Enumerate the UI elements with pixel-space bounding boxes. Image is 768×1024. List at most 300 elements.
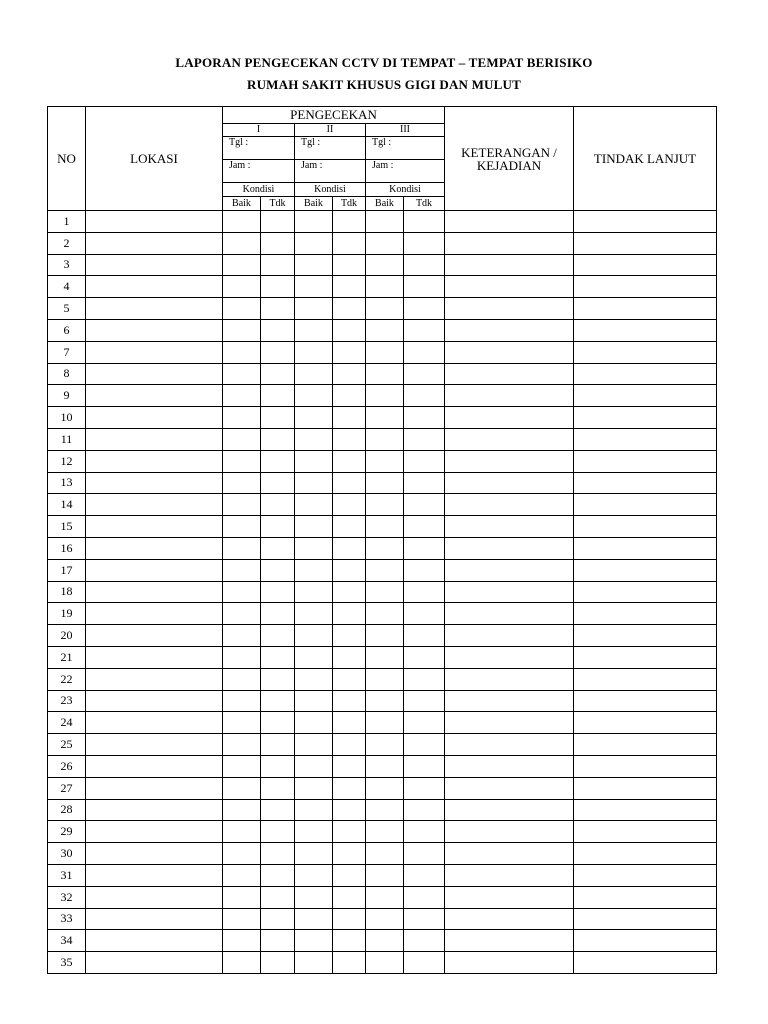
check-3-baik-cell[interactable] bbox=[366, 537, 404, 559]
check-3-baik-cell[interactable] bbox=[366, 407, 404, 429]
check-1-baik-cell[interactable] bbox=[223, 668, 261, 690]
check-2-tdk-cell[interactable] bbox=[333, 734, 366, 756]
check-2-tdk-cell[interactable] bbox=[333, 930, 366, 952]
check-3-baik-cell[interactable] bbox=[366, 363, 404, 385]
check-2-tdk-cell[interactable] bbox=[333, 211, 366, 233]
check-3-baik-cell[interactable] bbox=[366, 276, 404, 298]
keterangan-cell[interactable] bbox=[445, 908, 574, 930]
check-3-baik-cell[interactable] bbox=[366, 232, 404, 254]
check-3-baik-cell[interactable] bbox=[366, 298, 404, 320]
lokasi-cell[interactable] bbox=[86, 232, 223, 254]
check-1-baik-cell[interactable] bbox=[223, 734, 261, 756]
lokasi-cell[interactable] bbox=[86, 428, 223, 450]
keterangan-cell[interactable] bbox=[445, 254, 574, 276]
keterangan-cell[interactable] bbox=[445, 559, 574, 581]
check-2-tdk-cell[interactable] bbox=[333, 298, 366, 320]
check-1-tdk-cell[interactable] bbox=[261, 385, 295, 407]
check-1-baik-cell[interactable] bbox=[223, 930, 261, 952]
check-3-baik-cell[interactable] bbox=[366, 864, 404, 886]
check-3-baik-cell[interactable] bbox=[366, 211, 404, 233]
keterangan-cell[interactable] bbox=[445, 341, 574, 363]
keterangan-cell[interactable] bbox=[445, 232, 574, 254]
tindak-lanjut-cell[interactable] bbox=[574, 799, 717, 821]
check-1-tdk-cell[interactable] bbox=[261, 603, 295, 625]
check-2-baik-cell[interactable] bbox=[295, 886, 333, 908]
tindak-lanjut-cell[interactable] bbox=[574, 385, 717, 407]
check-2-baik-cell[interactable] bbox=[295, 407, 333, 429]
keterangan-cell[interactable] bbox=[445, 690, 574, 712]
check-2-baik-cell[interactable] bbox=[295, 276, 333, 298]
tindak-lanjut-cell[interactable] bbox=[574, 298, 717, 320]
lokasi-cell[interactable] bbox=[86, 363, 223, 385]
check-2-baik-cell[interactable] bbox=[295, 930, 333, 952]
tindak-lanjut-cell[interactable] bbox=[574, 363, 717, 385]
tindak-lanjut-cell[interactable] bbox=[574, 625, 717, 647]
keterangan-cell[interactable] bbox=[445, 385, 574, 407]
check-2-tdk-cell[interactable] bbox=[333, 450, 366, 472]
keterangan-cell[interactable] bbox=[445, 428, 574, 450]
check-3-baik-cell[interactable] bbox=[366, 646, 404, 668]
keterangan-cell[interactable] bbox=[445, 646, 574, 668]
check-2-tdk-cell[interactable] bbox=[333, 472, 366, 494]
check-1-jam-field[interactable]: Jam : bbox=[223, 160, 295, 183]
check-1-tdk-cell[interactable] bbox=[261, 843, 295, 865]
check-2-baik-cell[interactable] bbox=[295, 668, 333, 690]
check-1-tdk-cell[interactable] bbox=[261, 734, 295, 756]
check-3-baik-cell[interactable] bbox=[366, 319, 404, 341]
check-2-baik-cell[interactable] bbox=[295, 516, 333, 538]
check-2-baik-cell[interactable] bbox=[295, 646, 333, 668]
check-3-tdk-cell[interactable] bbox=[404, 232, 445, 254]
check-2-tdk-cell[interactable] bbox=[333, 516, 366, 538]
check-3-baik-cell[interactable] bbox=[366, 843, 404, 865]
check-2-baik-cell[interactable] bbox=[295, 712, 333, 734]
check-1-baik-cell[interactable] bbox=[223, 777, 261, 799]
tindak-lanjut-cell[interactable] bbox=[574, 407, 717, 429]
check-1-baik-cell[interactable] bbox=[223, 298, 261, 320]
keterangan-cell[interactable] bbox=[445, 625, 574, 647]
check-3-baik-cell[interactable] bbox=[366, 690, 404, 712]
check-2-jam-field[interactable]: Jam : bbox=[295, 160, 366, 183]
check-3-tdk-cell[interactable] bbox=[404, 581, 445, 603]
check-1-baik-cell[interactable] bbox=[223, 516, 261, 538]
lokasi-cell[interactable] bbox=[86, 559, 223, 581]
check-3-baik-cell[interactable] bbox=[366, 581, 404, 603]
lokasi-cell[interactable] bbox=[86, 690, 223, 712]
check-1-tdk-cell[interactable] bbox=[261, 690, 295, 712]
lokasi-cell[interactable] bbox=[86, 668, 223, 690]
check-2-tdk-cell[interactable] bbox=[333, 625, 366, 647]
check-3-tgl-field[interactable]: Tgl : bbox=[366, 137, 445, 160]
check-1-baik-cell[interactable] bbox=[223, 319, 261, 341]
check-3-tdk-cell[interactable] bbox=[404, 777, 445, 799]
check-1-tdk-cell[interactable] bbox=[261, 581, 295, 603]
check-1-tdk-cell[interactable] bbox=[261, 864, 295, 886]
keterangan-cell[interactable] bbox=[445, 407, 574, 429]
check-3-tdk-cell[interactable] bbox=[404, 668, 445, 690]
lokasi-cell[interactable] bbox=[86, 319, 223, 341]
check-1-tdk-cell[interactable] bbox=[261, 319, 295, 341]
tindak-lanjut-cell[interactable] bbox=[574, 646, 717, 668]
check-2-tdk-cell[interactable] bbox=[333, 799, 366, 821]
tindak-lanjut-cell[interactable] bbox=[574, 319, 717, 341]
check-3-baik-cell[interactable] bbox=[366, 799, 404, 821]
check-2-tdk-cell[interactable] bbox=[333, 407, 366, 429]
check-2-baik-cell[interactable] bbox=[295, 864, 333, 886]
check-3-tdk-cell[interactable] bbox=[404, 254, 445, 276]
check-3-tdk-cell[interactable] bbox=[404, 712, 445, 734]
check-1-tdk-cell[interactable] bbox=[261, 886, 295, 908]
check-3-baik-cell[interactable] bbox=[366, 428, 404, 450]
keterangan-cell[interactable] bbox=[445, 516, 574, 538]
check-1-baik-cell[interactable] bbox=[223, 646, 261, 668]
keterangan-cell[interactable] bbox=[445, 472, 574, 494]
check-3-tdk-cell[interactable] bbox=[404, 385, 445, 407]
tindak-lanjut-cell[interactable] bbox=[574, 712, 717, 734]
lokasi-cell[interactable] bbox=[86, 799, 223, 821]
check-3-tdk-cell[interactable] bbox=[404, 755, 445, 777]
check-1-tdk-cell[interactable] bbox=[261, 712, 295, 734]
check-2-tdk-cell[interactable] bbox=[333, 385, 366, 407]
lokasi-cell[interactable] bbox=[86, 385, 223, 407]
check-2-baik-cell[interactable] bbox=[295, 363, 333, 385]
tindak-lanjut-cell[interactable] bbox=[574, 494, 717, 516]
check-2-baik-cell[interactable] bbox=[295, 385, 333, 407]
keterangan-cell[interactable] bbox=[445, 494, 574, 516]
check-1-baik-cell[interactable] bbox=[223, 799, 261, 821]
check-3-baik-cell[interactable] bbox=[366, 603, 404, 625]
check-1-tdk-cell[interactable] bbox=[261, 276, 295, 298]
check-1-tdk-cell[interactable] bbox=[261, 646, 295, 668]
check-2-tdk-cell[interactable] bbox=[333, 494, 366, 516]
check-2-tdk-cell[interactable] bbox=[333, 777, 366, 799]
check-2-baik-cell[interactable] bbox=[295, 777, 333, 799]
check-2-tdk-cell[interactable] bbox=[333, 341, 366, 363]
check-3-tdk-cell[interactable] bbox=[404, 625, 445, 647]
keterangan-cell[interactable] bbox=[445, 712, 574, 734]
tindak-lanjut-cell[interactable] bbox=[574, 908, 717, 930]
check-3-tdk-cell[interactable] bbox=[404, 319, 445, 341]
lokasi-cell[interactable] bbox=[86, 450, 223, 472]
check-1-baik-cell[interactable] bbox=[223, 952, 261, 974]
tindak-lanjut-cell[interactable] bbox=[574, 777, 717, 799]
keterangan-cell[interactable] bbox=[445, 298, 574, 320]
check-1-baik-cell[interactable] bbox=[223, 232, 261, 254]
check-1-tdk-cell[interactable] bbox=[261, 777, 295, 799]
check-3-tdk-cell[interactable] bbox=[404, 886, 445, 908]
check-2-tdk-cell[interactable] bbox=[333, 319, 366, 341]
check-2-tdk-cell[interactable] bbox=[333, 712, 366, 734]
check-3-tdk-cell[interactable] bbox=[404, 211, 445, 233]
check-1-baik-cell[interactable] bbox=[223, 690, 261, 712]
check-2-baik-cell[interactable] bbox=[295, 603, 333, 625]
check-1-baik-cell[interactable] bbox=[223, 276, 261, 298]
check-3-baik-cell[interactable] bbox=[366, 494, 404, 516]
check-3-baik-cell[interactable] bbox=[366, 254, 404, 276]
check-2-baik-cell[interactable] bbox=[295, 799, 333, 821]
check-1-baik-cell[interactable] bbox=[223, 472, 261, 494]
check-3-baik-cell[interactable] bbox=[366, 734, 404, 756]
check-1-tdk-cell[interactable] bbox=[261, 821, 295, 843]
check-3-tdk-cell[interactable] bbox=[404, 930, 445, 952]
keterangan-cell[interactable] bbox=[445, 930, 574, 952]
check-1-baik-cell[interactable] bbox=[223, 625, 261, 647]
lokasi-cell[interactable] bbox=[86, 581, 223, 603]
check-3-tdk-cell[interactable] bbox=[404, 799, 445, 821]
lokasi-cell[interactable] bbox=[86, 646, 223, 668]
check-2-baik-cell[interactable] bbox=[295, 298, 333, 320]
check-1-baik-cell[interactable] bbox=[223, 494, 261, 516]
lokasi-cell[interactable] bbox=[86, 843, 223, 865]
check-1-tdk-cell[interactable] bbox=[261, 755, 295, 777]
check-2-tdk-cell[interactable] bbox=[333, 843, 366, 865]
check-2-baik-cell[interactable] bbox=[295, 254, 333, 276]
check-3-baik-cell[interactable] bbox=[366, 712, 404, 734]
check-1-tdk-cell[interactable] bbox=[261, 625, 295, 647]
lokasi-cell[interactable] bbox=[86, 821, 223, 843]
check-1-baik-cell[interactable] bbox=[223, 843, 261, 865]
tindak-lanjut-cell[interactable] bbox=[574, 843, 717, 865]
check-1-baik-cell[interactable] bbox=[223, 211, 261, 233]
check-1-baik-cell[interactable] bbox=[223, 755, 261, 777]
lokasi-cell[interactable] bbox=[86, 516, 223, 538]
keterangan-cell[interactable] bbox=[445, 952, 574, 974]
tindak-lanjut-cell[interactable] bbox=[574, 559, 717, 581]
keterangan-cell[interactable] bbox=[445, 581, 574, 603]
check-1-tdk-cell[interactable] bbox=[261, 952, 295, 974]
keterangan-cell[interactable] bbox=[445, 755, 574, 777]
check-3-baik-cell[interactable] bbox=[366, 472, 404, 494]
lokasi-cell[interactable] bbox=[86, 755, 223, 777]
check-3-tdk-cell[interactable] bbox=[404, 363, 445, 385]
check-3-baik-cell[interactable] bbox=[366, 821, 404, 843]
check-3-tdk-cell[interactable] bbox=[404, 537, 445, 559]
check-2-tdk-cell[interactable] bbox=[333, 821, 366, 843]
keterangan-cell[interactable] bbox=[445, 886, 574, 908]
tindak-lanjut-cell[interactable] bbox=[574, 537, 717, 559]
check-1-baik-cell[interactable] bbox=[223, 908, 261, 930]
lokasi-cell[interactable] bbox=[86, 254, 223, 276]
check-1-tdk-cell[interactable] bbox=[261, 407, 295, 429]
keterangan-cell[interactable] bbox=[445, 276, 574, 298]
check-1-tdk-cell[interactable] bbox=[261, 559, 295, 581]
lokasi-cell[interactable] bbox=[86, 930, 223, 952]
keterangan-cell[interactable] bbox=[445, 211, 574, 233]
check-1-tdk-cell[interactable] bbox=[261, 930, 295, 952]
keterangan-cell[interactable] bbox=[445, 363, 574, 385]
tindak-lanjut-cell[interactable] bbox=[574, 581, 717, 603]
tindak-lanjut-cell[interactable] bbox=[574, 341, 717, 363]
lokasi-cell[interactable] bbox=[86, 864, 223, 886]
check-1-tdk-cell[interactable] bbox=[261, 537, 295, 559]
check-3-tdk-cell[interactable] bbox=[404, 298, 445, 320]
tindak-lanjut-cell[interactable] bbox=[574, 930, 717, 952]
keterangan-cell[interactable] bbox=[445, 777, 574, 799]
keterangan-cell[interactable] bbox=[445, 603, 574, 625]
tindak-lanjut-cell[interactable] bbox=[574, 886, 717, 908]
check-1-baik-cell[interactable] bbox=[223, 254, 261, 276]
check-2-baik-cell[interactable] bbox=[295, 581, 333, 603]
lokasi-cell[interactable] bbox=[86, 908, 223, 930]
check-2-tdk-cell[interactable] bbox=[333, 908, 366, 930]
check-2-baik-cell[interactable] bbox=[295, 559, 333, 581]
check-2-baik-cell[interactable] bbox=[295, 537, 333, 559]
check-2-tdk-cell[interactable] bbox=[333, 581, 366, 603]
check-3-tdk-cell[interactable] bbox=[404, 952, 445, 974]
check-3-jam-field[interactable]: Jam : bbox=[366, 160, 445, 183]
tindak-lanjut-cell[interactable] bbox=[574, 821, 717, 843]
keterangan-cell[interactable] bbox=[445, 821, 574, 843]
lokasi-cell[interactable] bbox=[86, 276, 223, 298]
check-2-baik-cell[interactable] bbox=[295, 843, 333, 865]
check-2-tdk-cell[interactable] bbox=[333, 668, 366, 690]
check-1-baik-cell[interactable] bbox=[223, 428, 261, 450]
tindak-lanjut-cell[interactable] bbox=[574, 668, 717, 690]
check-2-tdk-cell[interactable] bbox=[333, 254, 366, 276]
check-3-tdk-cell[interactable] bbox=[404, 494, 445, 516]
tindak-lanjut-cell[interactable] bbox=[574, 254, 717, 276]
lokasi-cell[interactable] bbox=[86, 603, 223, 625]
check-2-baik-cell[interactable] bbox=[295, 319, 333, 341]
check-1-tdk-cell[interactable] bbox=[261, 363, 295, 385]
keterangan-cell[interactable] bbox=[445, 734, 574, 756]
check-1-tdk-cell[interactable] bbox=[261, 428, 295, 450]
check-1-baik-cell[interactable] bbox=[223, 450, 261, 472]
check-3-baik-cell[interactable] bbox=[366, 952, 404, 974]
tindak-lanjut-cell[interactable] bbox=[574, 755, 717, 777]
check-2-baik-cell[interactable] bbox=[295, 450, 333, 472]
check-3-baik-cell[interactable] bbox=[366, 668, 404, 690]
check-2-tdk-cell[interactable] bbox=[333, 864, 366, 886]
check-1-tdk-cell[interactable] bbox=[261, 799, 295, 821]
check-1-baik-cell[interactable] bbox=[223, 341, 261, 363]
check-2-tdk-cell[interactable] bbox=[333, 537, 366, 559]
check-1-tdk-cell[interactable] bbox=[261, 494, 295, 516]
check-1-tdk-cell[interactable] bbox=[261, 341, 295, 363]
keterangan-cell[interactable] bbox=[445, 843, 574, 865]
check-2-baik-cell[interactable] bbox=[295, 952, 333, 974]
check-2-tdk-cell[interactable] bbox=[333, 646, 366, 668]
lokasi-cell[interactable] bbox=[86, 494, 223, 516]
check-1-tdk-cell[interactable] bbox=[261, 298, 295, 320]
check-2-baik-cell[interactable] bbox=[295, 690, 333, 712]
tindak-lanjut-cell[interactable] bbox=[574, 450, 717, 472]
check-2-baik-cell[interactable] bbox=[295, 232, 333, 254]
check-3-tdk-cell[interactable] bbox=[404, 559, 445, 581]
check-3-baik-cell[interactable] bbox=[366, 930, 404, 952]
check-2-baik-cell[interactable] bbox=[295, 472, 333, 494]
check-2-tdk-cell[interactable] bbox=[333, 363, 366, 385]
keterangan-cell[interactable] bbox=[445, 450, 574, 472]
keterangan-cell[interactable] bbox=[445, 668, 574, 690]
check-1-baik-cell[interactable] bbox=[223, 821, 261, 843]
tindak-lanjut-cell[interactable] bbox=[574, 734, 717, 756]
check-1-tdk-cell[interactable] bbox=[261, 232, 295, 254]
lokasi-cell[interactable] bbox=[86, 712, 223, 734]
check-1-tdk-cell[interactable] bbox=[261, 668, 295, 690]
check-3-tdk-cell[interactable] bbox=[404, 428, 445, 450]
check-3-baik-cell[interactable] bbox=[366, 559, 404, 581]
keterangan-cell[interactable] bbox=[445, 319, 574, 341]
check-3-tdk-cell[interactable] bbox=[404, 472, 445, 494]
check-2-baik-cell[interactable] bbox=[295, 341, 333, 363]
check-2-baik-cell[interactable] bbox=[295, 821, 333, 843]
lokasi-cell[interactable] bbox=[86, 341, 223, 363]
check-3-tdk-cell[interactable] bbox=[404, 734, 445, 756]
check-2-tgl-field[interactable]: Tgl : bbox=[295, 137, 366, 160]
check-3-baik-cell[interactable] bbox=[366, 777, 404, 799]
check-3-tdk-cell[interactable] bbox=[404, 908, 445, 930]
check-3-tdk-cell[interactable] bbox=[404, 821, 445, 843]
lokasi-cell[interactable] bbox=[86, 211, 223, 233]
check-2-tdk-cell[interactable] bbox=[333, 886, 366, 908]
check-1-tdk-cell[interactable] bbox=[261, 472, 295, 494]
check-2-tdk-cell[interactable] bbox=[333, 232, 366, 254]
check-3-baik-cell[interactable] bbox=[366, 385, 404, 407]
check-2-tdk-cell[interactable] bbox=[333, 952, 366, 974]
check-2-baik-cell[interactable] bbox=[295, 211, 333, 233]
keterangan-cell[interactable] bbox=[445, 864, 574, 886]
check-2-baik-cell[interactable] bbox=[295, 625, 333, 647]
lokasi-cell[interactable] bbox=[86, 407, 223, 429]
check-1-tdk-cell[interactable] bbox=[261, 908, 295, 930]
check-1-baik-cell[interactable] bbox=[223, 886, 261, 908]
check-2-baik-cell[interactable] bbox=[295, 734, 333, 756]
check-1-baik-cell[interactable] bbox=[223, 385, 261, 407]
tindak-lanjut-cell[interactable] bbox=[574, 952, 717, 974]
check-3-tdk-cell[interactable] bbox=[404, 407, 445, 429]
check-2-tdk-cell[interactable] bbox=[333, 428, 366, 450]
tindak-lanjut-cell[interactable] bbox=[574, 428, 717, 450]
check-3-baik-cell[interactable] bbox=[366, 625, 404, 647]
check-2-baik-cell[interactable] bbox=[295, 755, 333, 777]
check-1-baik-cell[interactable] bbox=[223, 581, 261, 603]
check-3-tdk-cell[interactable] bbox=[404, 864, 445, 886]
check-1-tdk-cell[interactable] bbox=[261, 516, 295, 538]
check-2-tdk-cell[interactable] bbox=[333, 603, 366, 625]
check-3-baik-cell[interactable] bbox=[366, 908, 404, 930]
lokasi-cell[interactable] bbox=[86, 734, 223, 756]
check-3-baik-cell[interactable] bbox=[366, 755, 404, 777]
check-2-tdk-cell[interactable] bbox=[333, 276, 366, 298]
keterangan-cell[interactable] bbox=[445, 537, 574, 559]
check-2-baik-cell[interactable] bbox=[295, 908, 333, 930]
check-1-tdk-cell[interactable] bbox=[261, 450, 295, 472]
check-3-tdk-cell[interactable] bbox=[404, 276, 445, 298]
tindak-lanjut-cell[interactable] bbox=[574, 276, 717, 298]
check-3-tdk-cell[interactable] bbox=[404, 603, 445, 625]
check-3-tdk-cell[interactable] bbox=[404, 690, 445, 712]
check-1-baik-cell[interactable] bbox=[223, 712, 261, 734]
check-1-baik-cell[interactable] bbox=[223, 603, 261, 625]
tindak-lanjut-cell[interactable] bbox=[574, 211, 717, 233]
tindak-lanjut-cell[interactable] bbox=[574, 472, 717, 494]
tindak-lanjut-cell[interactable] bbox=[574, 603, 717, 625]
tindak-lanjut-cell[interactable] bbox=[574, 232, 717, 254]
lokasi-cell[interactable] bbox=[86, 472, 223, 494]
check-1-baik-cell[interactable] bbox=[223, 363, 261, 385]
check-3-tdk-cell[interactable] bbox=[404, 450, 445, 472]
check-2-baik-cell[interactable] bbox=[295, 428, 333, 450]
lokasi-cell[interactable] bbox=[86, 886, 223, 908]
check-3-baik-cell[interactable] bbox=[366, 450, 404, 472]
tindak-lanjut-cell[interactable] bbox=[574, 864, 717, 886]
check-3-baik-cell[interactable] bbox=[366, 886, 404, 908]
check-2-tdk-cell[interactable] bbox=[333, 755, 366, 777]
check-3-tdk-cell[interactable] bbox=[404, 843, 445, 865]
check-1-baik-cell[interactable] bbox=[223, 864, 261, 886]
check-3-tdk-cell[interactable] bbox=[404, 516, 445, 538]
